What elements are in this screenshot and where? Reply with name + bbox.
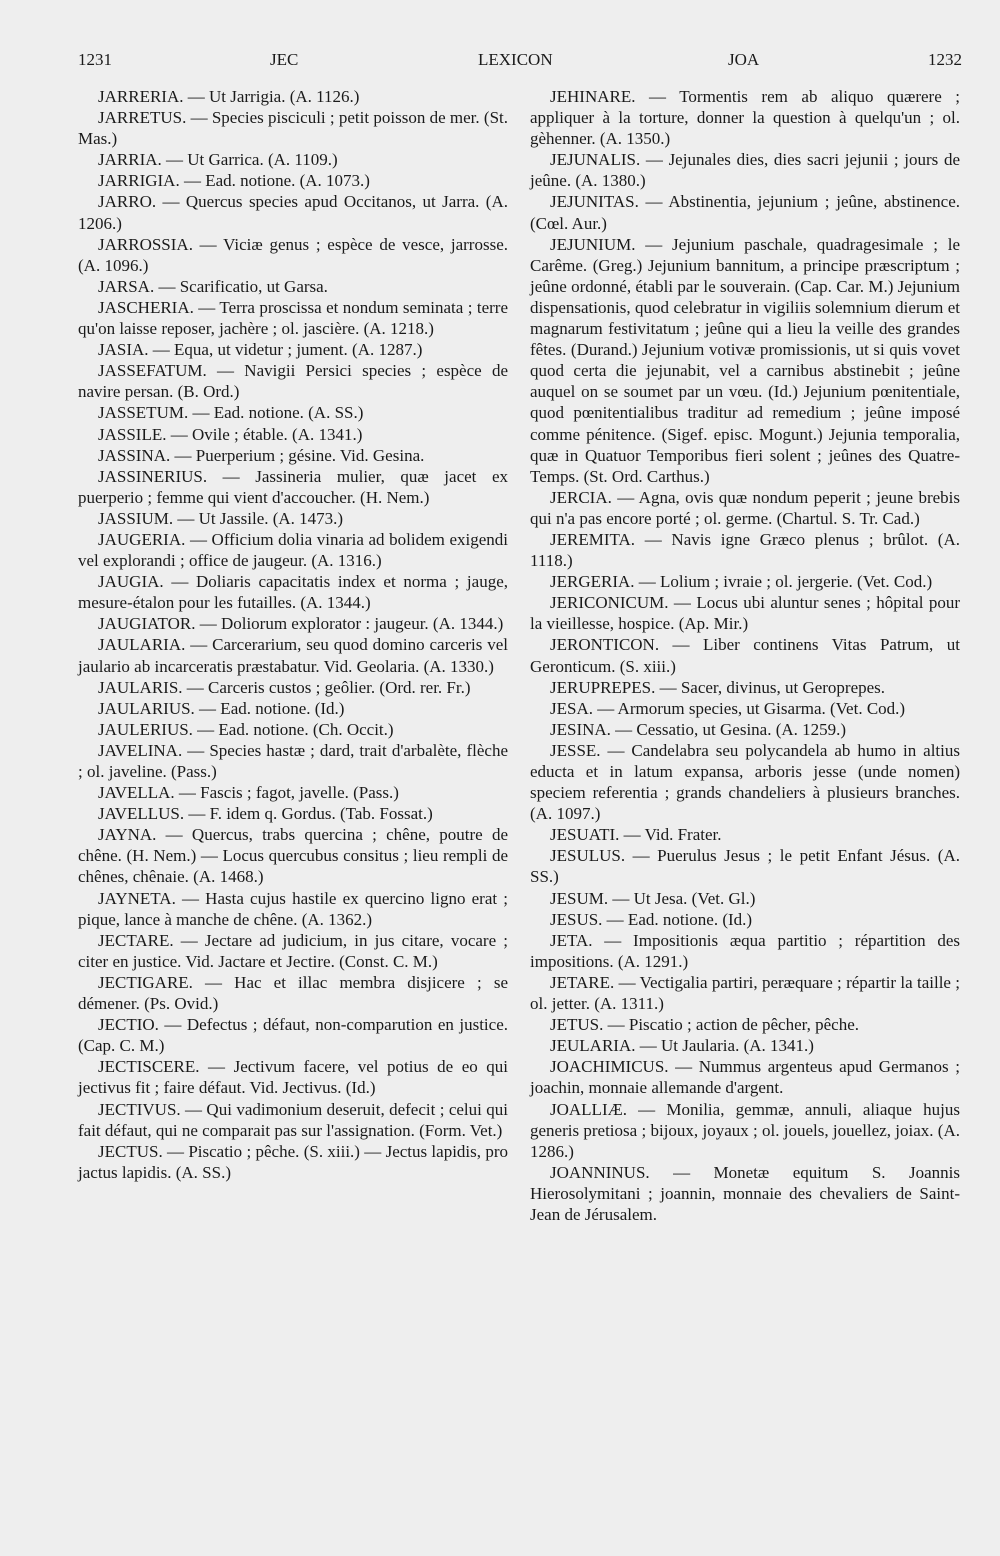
dictionary-entry: JESUS. — Ead. notione. (Id.) [550, 909, 753, 929]
catchword-left: JEC [270, 50, 299, 69]
page-number-left: 1231 [78, 50, 112, 69]
dictionary-entry: JAUGIATOR. — Doliorum explorator : jaugeur. (A. 1344.) [98, 614, 504, 634]
dictionary-entry: JEJUNITAS. — Abstinentia, jejunium ; jeûne, abstinence. (Cœl. Aur.) [530, 192, 960, 233]
dictionary-entry: JAYNETA. — Hasta cujus hastile ex quercino ligno erat ; pique, lance à manche de chêne. (A. 1362.) [78, 888, 508, 929]
dictionary-entry: JASSINERIUS. — Jassineria mulier, quæ jacet ex puerperio ; femme qui vient d'accoucher. (H. Nem.) [78, 466, 508, 507]
page-number-right: 1232 [928, 50, 962, 69]
dictionary-entry: JARROSSIA. — Viciæ genus ; espèce de vesce, jarrosse. (A. 1096.) [78, 234, 508, 275]
dictionary-entry: JOACHIMICUS. — Nummus argenteus apud Germanos ; joachin, monnaie allemande d'argent. [530, 1057, 960, 1098]
dictionary-entry: JAULERIUS. — Ead. notione. (Ch. Occit.) [98, 719, 394, 739]
dictionary-entry: JASIA. — Equa, ut videtur ; jument. (A. 1287.) [98, 340, 423, 360]
dictionary-entry: JEJUNALIS. — Jejunales dies, dies sacri jejunii ; jours de jeûne. (A. 1380.) [530, 150, 960, 191]
dictionary-entry: JAUGERIA. — Officium dolia vinaria ad bolidem exigendi vel explorandi ; office de jaugeur. (A. 1316.) [78, 529, 508, 571]
dictionary-entry: JEJUNIUM. — Jejunium paschale, quadragesimale ; le Carême. (Greg.) Jejunium bannitum, a principe præscriptum ; jeûne ordonné, établi par le souverain. (Cap. Car. M.) Jejunium dispensationis, quod celebratur in vigiliis solemnium dierum et magnarum festivitatum ; jeûne qui a lieu la veille des grandes fêtes. (Durand.) Jejunium votivæ promissionis, ut si quis vovet quod certa die jejunabit, vel a carnibus abstinebit ; jeûne auquel on se soumet par un vœu. (Id.) Jejunium pœnitentiale, quod pœnitentialibus traditur ad remedium ; jeûne imposé comme pénitence. (Sigef. episc. Mogunt.) Jejunia temporalia, quæ in Quatuor Temporibus fieri solent ; jeûnes des Quatre-Temps. (St. Ord. Carthus.) [530, 234, 960, 486]
dictionary-entry: JASCHERIA. — Terra proscissa et nondum seminata ; terre qu'on laisse reposer, jachère ; ol. jascière. (A. 1218.) [78, 297, 508, 339]
dictionary-entry: JECTISCERE. — Jectivum facere, vel potius de eo qui jectivus fit ; faire défaut. Vid. Jectivus. (Id.) [78, 1057, 508, 1098]
dictionary-entry: JAULARIS. — Carceris custos ; geôlier. (Ord. rer. Fr.) [98, 677, 471, 697]
dictionary-entry: JARRO. — Quercus species apud Occitanos, ut Jarra. (A. 1206.) [78, 192, 508, 233]
dictionary-entry: JECTIGARE. — Hac et illac membra disjicere ; se démener. (Ps. Ovid.) [78, 972, 508, 1014]
dictionary-entry: JASSINA. — Puerperium ; gésine. Vid. Gesina. [98, 445, 425, 465]
dictionary-entry: JESUM. — Ut Jesa. (Vet. Gl.) [550, 888, 756, 908]
dictionary-entry: JASSILE. — Ovile ; étable. (A. 1341.) [98, 424, 363, 444]
dictionary-entry: JECTIO. — Defectus ; défaut, non-comparution en justice. (Cap. C. M.) [78, 1015, 508, 1056]
page-title: LEXICON [478, 50, 553, 69]
dictionary-entry: JOALLIÆ. — Monilia, gemmæ, annuli, aliaque hujus generis pretiosa ; bijoux, joyaux ; ol. jouels, jouellez, joiax. (A. 1286.) [530, 1099, 960, 1161]
dictionary-entry: JAULARIA. — Carcerarium, seu quod domino carceris vel jaulario ab incarceratis præstabatur. Vid. Geolaria. (A. 1330.) [78, 635, 508, 676]
dictionary-entry: JERCIA. — Agna, ovis quæ nondum peperit ; jeune brebis qui n'a pas encore porté ; ol. germe. (Chartul. S. Tr. Cad.) [530, 487, 960, 528]
dictionary-entry: JASSETUM. — Ead. notione. (A. SS.) [98, 403, 364, 423]
dictionary-entry: JOANNINUS. — Monetæ equitum S. Joannis Hierosolymitani ; joannin, monnaie des chevaliers de Saint-Jean de Jérusalem. [530, 1162, 960, 1224]
dictionary-entry: JECTUS. — Piscatio ; pêche. (S. xiii.) — Jectus lapidis, pro jactus lapidis. (A. SS.) [78, 1141, 508, 1182]
dictionary-entry: JARRETUS. — Species pisciculi ; petit poisson de mer. (St. Mas.) [78, 108, 508, 149]
dictionary-entry: JAVELLA. — Fascis ; fagot, javelle. (Pass.) [98, 783, 399, 803]
dictionary-entry: JASSIUM. — Ut Jassile. (A. 1473.) [98, 508, 344, 528]
dictionary-entry: JARRIGIA. — Ead. notione. (A. 1073.) [98, 171, 370, 191]
dictionary-entry: JESUATI. — Vid. Frater. [550, 825, 722, 845]
left-column [78, 86, 508, 1183]
dictionary-entry: JERGERIA. — Lolium ; ivraie ; ol. jergerie. (Vet. Cod.) [550, 572, 933, 592]
dictionary-entry: JARSA. — Scarificatio, ut Garsa. [98, 276, 328, 296]
dictionary-entry: JESINA. — Cessatio, ut Gesina. (A. 1259.) [550, 719, 847, 739]
dictionary-entry: JESA. — Armorum species, ut Gisarma. (Vet. Cod.) [550, 698, 906, 718]
dictionary-entry: JAULARIUS. — Ead. notione. (Id.) [98, 698, 345, 718]
dictionary-entry: JEULARIA. — Ut Jaularia. (A. 1341.) [550, 1036, 814, 1056]
dictionary-entry: JEHINARE. — Tormentis rem ab aliquo quærere ; appliquer à la torture, donner la question à quelqu'un ; ol. gèhenner. (A. 1350.) [530, 87, 960, 149]
dictionary-entry: JESSE. — Candelabra seu polycandela ab humo in altius educta et in latum expansa, arboris jesse (unde nomen) speciem referentia ; grands chandeliers à plusieurs branches. (A. 1097.) [530, 740, 960, 824]
running-header [78, 50, 962, 72]
dictionary-entry: JEREMITA. — Navis igne Græco plenus ; brûlot. (A. 1118.) [530, 529, 960, 571]
dictionary-entry: JETUS. — Piscatio ; action de pêcher, pêche. [550, 1015, 860, 1035]
dictionary-entry: JASSEFATUM. — Navigii Persici species ; espèce de navire persan. (B. Ord.) [78, 361, 508, 402]
dictionary-entry: JAVELLUS. — F. idem q. Gordus. (Tab. Fossat.) [98, 804, 433, 824]
dictionary-entry: JARRIA. — Ut Garrica. (A. 1109.) [98, 150, 338, 170]
dictionary-entry: JECTARE. — Jectare ad judicium, in jus citare, vocare ; citer en justice. Vid. Jactare et Jectire. (Const. C. M.) [78, 930, 508, 971]
dictionary-entry: JERONTICON. — Liber continens Vitas Patrum, ut Geronticum. (S. xiii.) [530, 635, 960, 676]
dictionary-entry: JERICONICUM. — Locus ubi aluntur senes ; hôpital pour la vieillesse, hospice. (Ap. Mir.) [530, 593, 960, 634]
catchword-right: JOA [728, 50, 760, 69]
dictionary-entry: JETARE. — Vectigalia partiri, peræquare ; répartir la taille ; ol. jetter. (A. 1311.) [530, 972, 960, 1014]
dictionary-entry: JAVELINA. — Species hastæ ; dard, trait d'arbalète, flèche ; ol. javeline. (Pass.) [78, 740, 508, 781]
dictionary-entry: JAYNA. — Quercus, trabs quercina ; chêne, poutre de chêne. (H. Nem.) — Locus quercubus consitus ; lieu rempli de chênes, chênaie. (A. 1468.) [78, 825, 508, 887]
dictionary-entry: JARRERIA. — Ut Jarrigia. (A. 1126.) [98, 87, 360, 106]
dictionary-entry: JETA. — Impositionis æqua partitio ; répartition des impositions. (A. 1291.) [530, 930, 960, 971]
dictionary-entry: JAUGIA. — Doliaris capacitatis index et norma ; jauge, mesure-étalon pour les futailles. (A. 1344.) [78, 572, 508, 613]
dictionary-entry: JESULUS. — Puerulus Jesus ; le petit Enfant Jésus. (A. SS.) [530, 846, 960, 887]
dictionary-entry: JECTIVUS. — Qui vadimonium deseruit, defecit ; celui qui fait défaut, qui ne comparait pas sur l'assignation. (Form. Vet.) [78, 1099, 508, 1140]
right-column [530, 86, 960, 1225]
dictionary-entry: JERUPREPES. — Sacer, divinus, ut Geroprepes. [550, 677, 886, 697]
